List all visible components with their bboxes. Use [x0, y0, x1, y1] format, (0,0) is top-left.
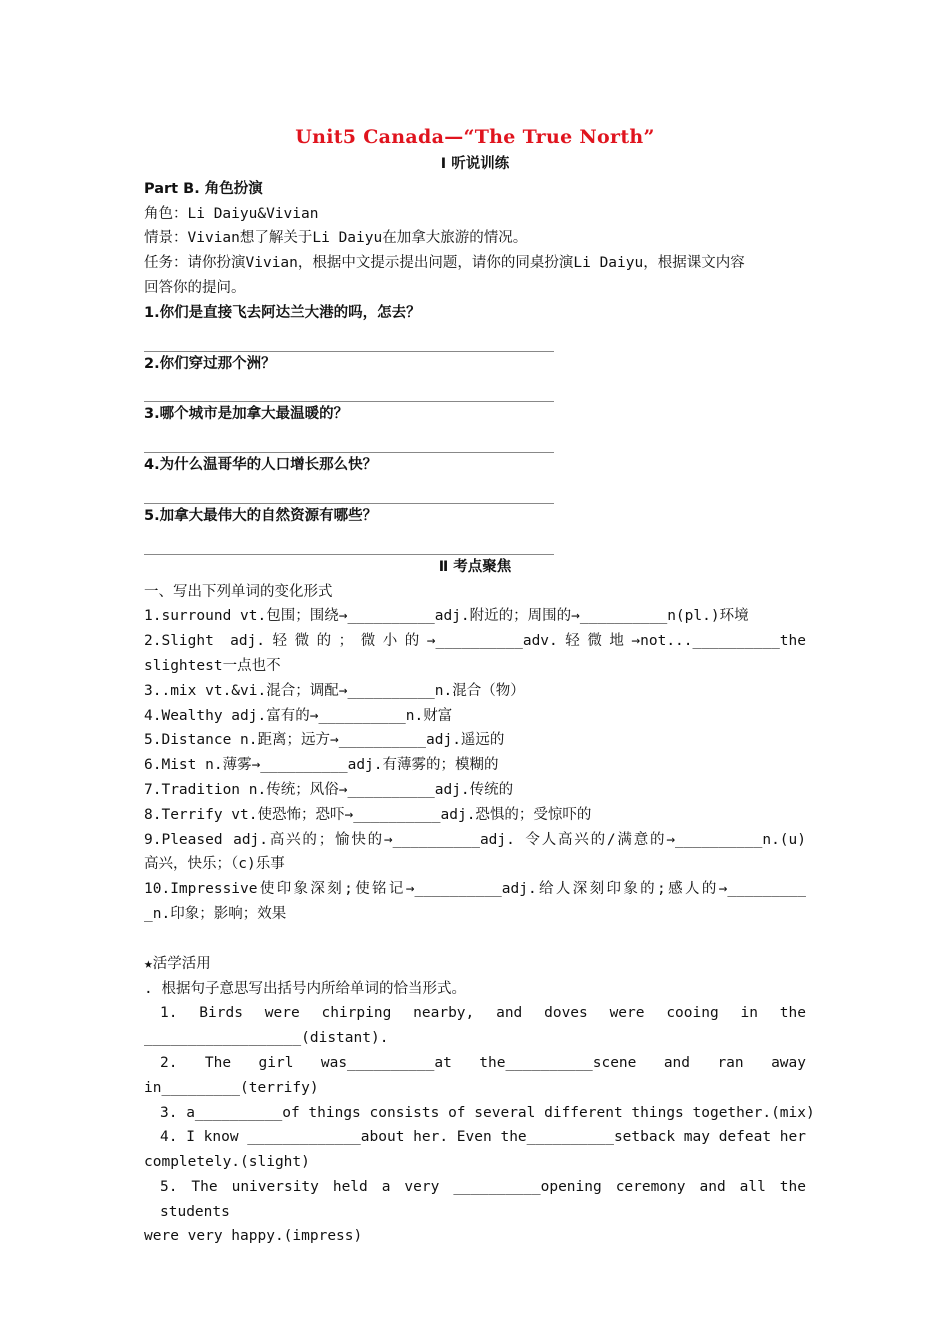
practice-sentence: 4. I know _____________about her. Even the__________setback may defeat her [160, 1129, 807, 1146]
task-text-line2: 回答你的提问。 [144, 279, 246, 296]
practice-sentence: 1. Birds were chirping nearby, and doves were cooing in the [160, 1005, 806, 1022]
question-1: 1.你们是直接飞去阿达兰大港的吗，怎去？ [144, 304, 421, 321]
practice-sentence: 5. The university held a very __________opening ceremony and all the students [160, 1178, 806, 1220]
section-heading-listening: Ⅰ 听说训练 [440, 156, 510, 172]
word-item: 2.Slight adj.轻微的；微小的→__________adv.轻微地→not...__________the [144, 633, 806, 650]
practice-instructions: . 根据句子意思写出括号内所给单词的恰当形式。 [144, 980, 466, 997]
scene-text: 情景：Vivian想了解关于Li Daiyu在加拿大旅游的情况。 [144, 230, 528, 247]
practice-sentence: were very happy.(impress) [144, 1228, 363, 1245]
practice-sentence: completely.(slight) [144, 1154, 310, 1171]
word-item: 9.Pleased adj.高兴的；愉快的→__________adj. 令人高兴的/满意的→__________n.(u) [144, 831, 806, 848]
question-5: 5.加拿大最伟大的自然资源有哪些？ [144, 507, 378, 524]
question-3: 3.哪个城市是加拿大最温暖的？ [144, 406, 349, 423]
answer-line-1[interactable] [144, 326, 554, 352]
page-title: Unit5 Canada—“The True North” [295, 126, 655, 148]
answer-line-2[interactable] [144, 376, 554, 402]
task-text-line1: 任务：请你扮演Vivian，根据中文提示提出问题，请你的同桌扮演Li Daiyu，根据课文内容 [144, 255, 745, 272]
answer-line-3[interactable] [144, 427, 554, 453]
word-item: 5.Distance n.距离；远方→__________adj.遥远的 [144, 732, 505, 749]
word-forms-heading: 一、写出下列单词的变化形式 [144, 583, 333, 600]
word-item: 1.surround vt.包围；围绕→__________adj.附近的；周围的→__________n(pl.)环境 [144, 608, 749, 625]
word-item: _n.印象；影响；效果 [144, 905, 287, 922]
question-4: 4.为什么温哥华的人口增长那么快？ [144, 457, 378, 474]
word-item: 4.Wealthy adj.富有的→__________n.财富 [144, 707, 453, 724]
practice-sentence: in_________(terrify) [144, 1079, 319, 1096]
practice-heading: ★活学活用 [144, 955, 211, 972]
answer-line-5[interactable] [144, 529, 554, 555]
word-item: slightest一点也不 [144, 657, 281, 674]
practice-sentence: 3. a__________of things consists of several different things together.(mix) [160, 1104, 815, 1121]
word-item: 高兴，快乐；（c)乐事 [144, 856, 285, 873]
word-item: 8.Terrify vt.使恐怖；恐吓→__________adj.恐惧的；受惊吓的 [144, 806, 592, 823]
word-item: 10.Impressive使印象深刻;使铭记→__________adj.给人深刻印象的;感人的→_________ [144, 881, 806, 898]
section-heading-focus: Ⅱ 考点聚焦 [438, 558, 512, 575]
question-2: 2.你们穿过那个洲？ [144, 355, 276, 372]
word-item: 3..mix vt.&vi.混合；调配→__________n.混合（物） [144, 682, 525, 699]
practice-sentence: 2. The girl was__________at the__________scene and ran away [160, 1054, 806, 1071]
worksheet-page [144, 122, 815, 1249]
word-item: 7.Tradition n.传统；风俗→__________adj.传统的 [144, 781, 514, 798]
word-item: 6.Mist n.薄雾→__________adj.有薄雾的；模糊的 [144, 757, 499, 774]
roles-text: 角色：Li Daiyu&Vivian [144, 205, 319, 222]
answer-line-4[interactable] [144, 478, 554, 504]
practice-sentence: __________________(distant). [144, 1030, 389, 1047]
part-b-label: Part B. 角色扮演 [144, 180, 263, 197]
